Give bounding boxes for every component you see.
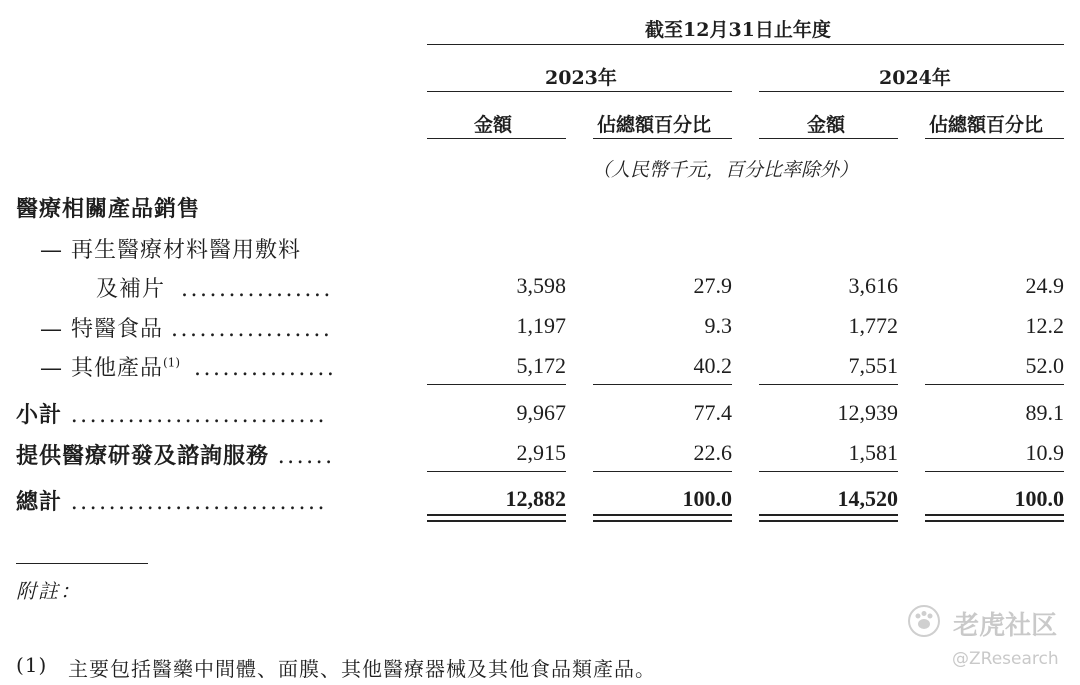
row-subtotal-text: 小計 — [16, 402, 63, 428]
row-other-products-text: — 其他產品 — [40, 356, 163, 381]
col-rule-4 — [925, 138, 1064, 139]
unit-note: （人民幣千元，百分比率除外） — [592, 159, 859, 181]
col-2024-pct-header: 佔總額百分比 — [929, 114, 1044, 136]
footnote-separator — [16, 563, 148, 564]
row-rd-services-label — [16, 439, 335, 470]
row-medical-food-2023-amount: 1,197 — [516, 313, 566, 338]
double-rule-2b — [593, 520, 732, 522]
paw-icon — [906, 603, 942, 643]
year-2023-rule — [427, 91, 732, 92]
leader-dots: ...... — [277, 444, 335, 469]
row-medical-food-text: — 特醫食品 — [40, 317, 163, 342]
period-rule — [427, 44, 1064, 45]
row-medical-food-2023-pct: 9.3 — [704, 313, 732, 338]
row-subtotal-2024-amount: 12,939 — [837, 400, 898, 425]
row-other-products-2024-amount: 7,551 — [848, 353, 898, 378]
leader-dots: ............... — [194, 356, 337, 381]
double-rule-2a — [593, 514, 732, 516]
row-total-label — [16, 485, 327, 516]
leader-dots: ........................... — [70, 490, 328, 515]
col-2024-amount-header: 金額 — [807, 114, 846, 136]
row-rd-services-2023-amount: 2,915 — [516, 440, 566, 465]
row-total-2024-pct: 100.0 — [1014, 486, 1064, 511]
double-rule-4a — [925, 514, 1064, 516]
row-dressing-2023-pct: 27.9 — [693, 273, 732, 298]
period-header: 截至12月31日止年度 — [645, 19, 831, 41]
row-rd-services-2023-pct: 22.6 — [693, 440, 732, 465]
total-rule-4 — [925, 471, 1064, 472]
row-medical-food-2024-amount: 1,772 — [848, 313, 898, 338]
row-dressing-2024-pct: 24.9 — [1025, 273, 1064, 298]
notes-heading: 附註： — [16, 579, 82, 603]
col-rule-3 — [759, 138, 898, 139]
row-other-products-2024-pct: 52.0 — [1025, 353, 1064, 378]
row-total-2023-amount: 12,882 — [505, 486, 566, 511]
section-medical-products: 醫療相關產品銷售 — [16, 196, 201, 222]
row-other-products-2023-pct: 40.2 — [693, 353, 732, 378]
row-subtotal-2024-pct: 89.1 — [1025, 400, 1064, 425]
double-rule-3b — [759, 520, 898, 522]
col-rule-2 — [593, 138, 732, 139]
watermark-handle: @ZResearch — [952, 649, 1059, 669]
subtotal-rule-3 — [759, 384, 898, 385]
row-other-products-2023-amount: 5,172 — [516, 353, 566, 378]
row-total-text: 總計 — [16, 489, 63, 515]
row-subtotal-2023-pct: 77.4 — [693, 400, 732, 425]
row-medical-food-label — [40, 312, 332, 343]
col-2023-amount-header: 金額 — [474, 114, 513, 136]
watermark-logo — [906, 603, 1057, 643]
row-dressing-label-text: 及補片 — [96, 277, 166, 302]
row-subtotal-label — [16, 398, 327, 429]
row-dressing-label-line1: — 再生醫療材料醫用敷料 — [40, 238, 301, 263]
leader-dots: ................ — [181, 277, 333, 302]
double-rule-3a — [759, 514, 898, 516]
year-2024-rule — [759, 91, 1064, 92]
row-rd-services-2024-pct: 10.9 — [1025, 440, 1064, 465]
row-dressing-2024-amount: 3,616 — [848, 273, 898, 298]
row-dressing-2023-amount: 3,598 — [516, 273, 566, 298]
col-2023-pct-header: 佔總額百分比 — [597, 114, 712, 136]
note-1-marker: (1) — [16, 653, 48, 677]
double-rule-1b — [427, 520, 566, 522]
row-rd-services-2024-amount: 1,581 — [848, 440, 898, 465]
row-total-2024-amount: 14,520 — [837, 486, 898, 511]
footnote-marker: (1) — [163, 355, 180, 370]
row-subtotal-2023-amount: 9,967 — [516, 400, 566, 425]
total-rule-2 — [593, 471, 732, 472]
leader-dots: ................. — [171, 317, 333, 342]
row-rd-services-text: 提供醫療研發及諮詢服務 — [16, 443, 270, 469]
subtotal-rule-1 — [427, 384, 566, 385]
row-total-2023-pct: 100.0 — [682, 486, 732, 511]
total-rule-3 — [759, 471, 898, 472]
leader-dots: ........................... — [70, 403, 328, 428]
double-rule-1a — [427, 514, 566, 516]
row-medical-food-2024-pct: 12.2 — [1025, 313, 1064, 338]
subtotal-rule-2 — [593, 384, 732, 385]
row-other-products-label — [40, 351, 336, 382]
watermark-brand: 老虎社区 — [953, 610, 1058, 641]
double-rule-4b — [925, 520, 1064, 522]
year-2024-header: 2024年 — [879, 67, 951, 89]
year-2023-header: 2023年 — [545, 67, 617, 89]
row-dressing-label-line2 — [96, 272, 333, 303]
note-1-text: 主要包括醫藥中間體、面膜、其他醫療器械及其他食品類產品。 — [68, 657, 656, 681]
total-rule-1 — [427, 471, 566, 472]
col-rule-1 — [427, 138, 566, 139]
subtotal-rule-4 — [925, 384, 1064, 385]
